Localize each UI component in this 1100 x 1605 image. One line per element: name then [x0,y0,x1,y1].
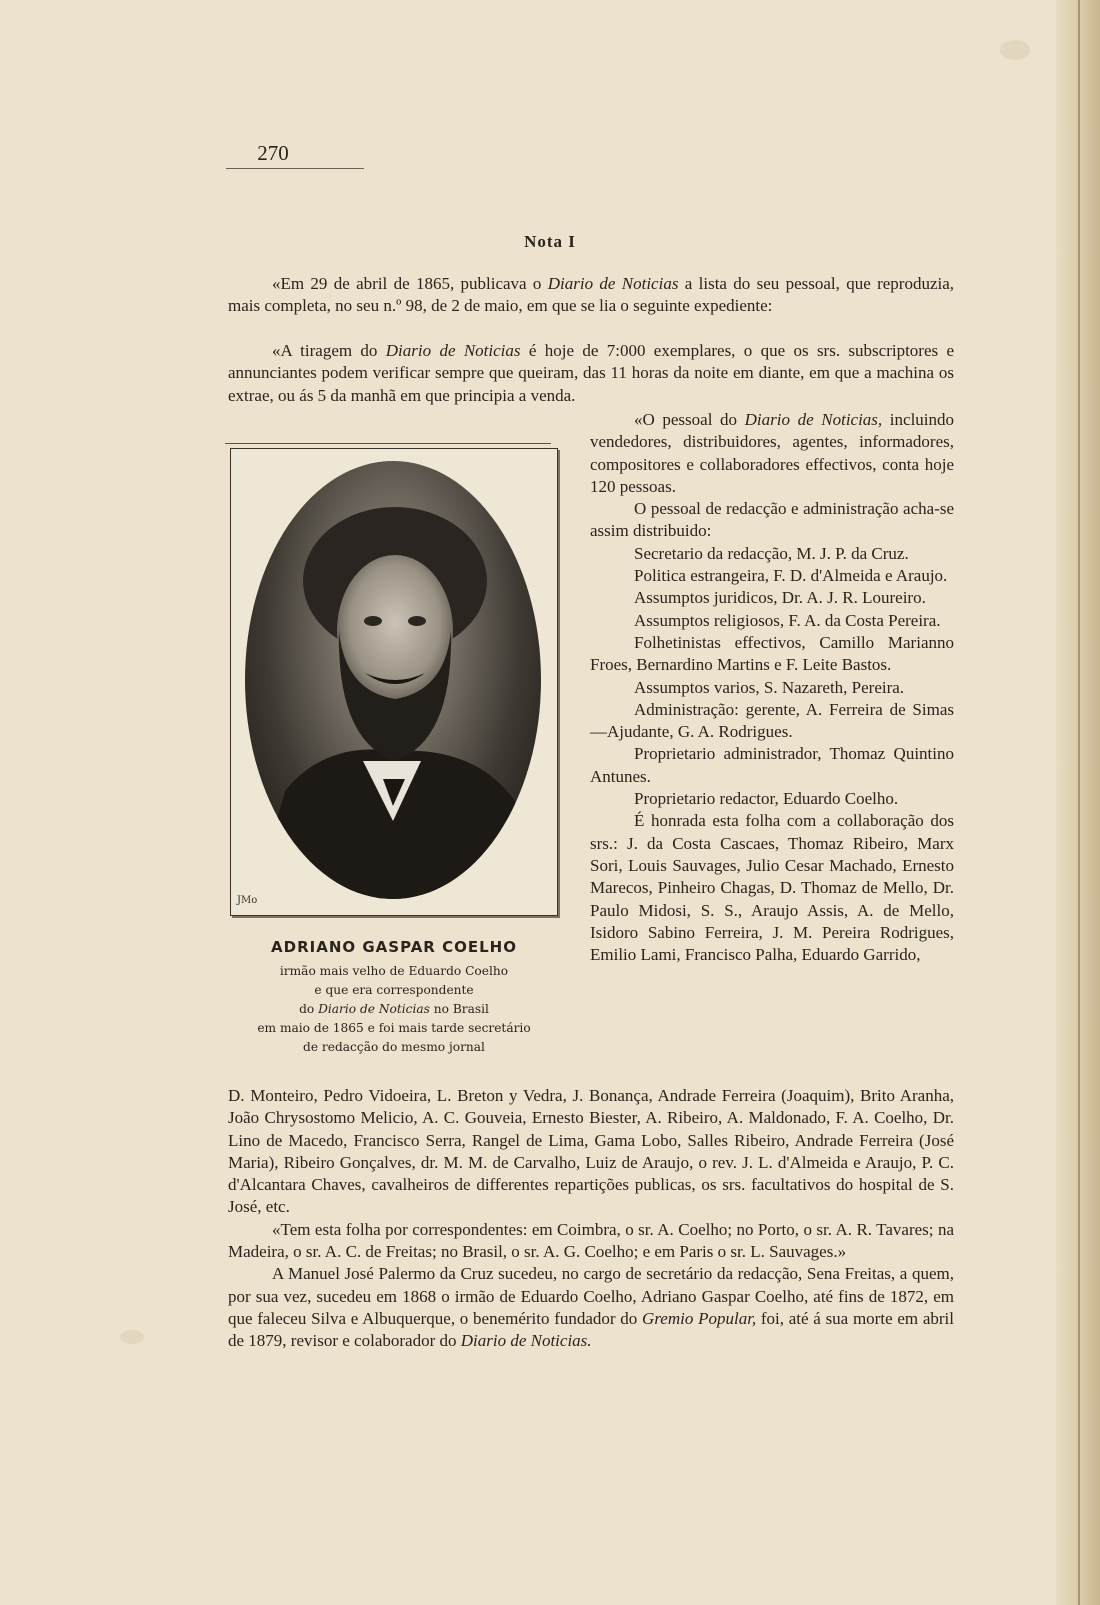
staff-paragraph: Administração: gerente, A. Ferreira de Simas—Ajudante, G. A. Rodrigues. [590,699,954,742]
engraver-monogram: JMo [237,895,258,906]
caption-line: de redacção do mesmo jornal [303,1040,485,1054]
staff-paragraph: Assumptos juridicos, Dr. A. J. R. Loureiro. [634,588,926,608]
final-gremio: Gremio Popular, [642,1308,757,1328]
portrait-frame [230,448,558,916]
staff-column [590,409,954,966]
staff-paragraph: Politica estrangeira, F. D. d'Almeida e Araujo. [634,566,948,586]
page-number-text: 270 [257,141,289,165]
paper-stain [1000,40,1030,60]
staff-paragraph: Proprietario administrador, Thomaz Quintino Antunes. [590,744,954,786]
staff-paragraph: É honrada esta folha com a collaboração dos srs.: J. da Costa Cascaes, Thomaz Ribeiro, Marx Sori, Louis Sauvages, Julio Cesar Machado, Ernesto Marecos, Pinheiro Chagas, D. Thomaz de Mello, Dr. Paulo Midosi, S. S., Araujo Assis, A. de Mello, Isidoro Sabino Ferreira, J. M. Pereira Rodrigues, Emilio Lami, Francisco Palha, Eduardo Garrido, [590,811,954,965]
caption-line: irmão mais velho de Eduardo Coelho [279,964,509,978]
bottom-text [228,1085,954,1353]
staff-intro-text: «O pessoal do [634,410,745,429]
caption-line-text-end: no Brasil [429,1002,489,1016]
intro-p1-newspaper: Diario de Noticias [547,274,679,293]
intro-p2-text-end: é hoje de 7:000 exemplares, o que os srs. subscriptores e annunciantes podem verificar sempre que queiram, das 11 horas da noite em diante, em que a machina os extrae, ou ás 5 da manhã em que principia a venda. [228,341,955,405]
final-paragraph [228,1263,954,1352]
intro-p2-newspaper: Diario de Noticias [385,341,521,360]
staff-paragraph: Proprietario redactor, Eduardo Coelho. [634,789,899,809]
collaborators-continuation: D. Monteiro, Pedro Vidoeira, L. Breton y Vedra, J. Bonança, Andrade Ferreira (Joaquim), Brito Aranha, João Chrysostomo Melicio, A. C. Gouveia, Ernesto Biester, A. Ribeiro, A. Maldonado, F. A. Coelho, Dr. Lino de Macedo, Francisco Serra, Rangel de Lima, Gama Lobo, Salles Ribeiro, Andrade Ferreira (José Maria), Ribeiro Gonçalves, dr. M. M. de Carvalho, Luiz de Araujo, o rev. J. L. d'Almeida e Araujo, P. C. d'Alcantara Chaves, cavalheiros de differentes repartições publicas, os srs. facultativos do hospital de S. José, etc. [228,1086,954,1217]
portrait-illustration [245,461,541,899]
staff-paragraph: O pessoal de redacção e administração acha-se assim distribuido: [590,499,954,541]
caption-newspaper: Diario de Noticias [318,1002,430,1016]
final-newspaper: Diario de Noticias. [460,1331,592,1351]
final-text: A Manuel José Palermo da Cruz sucedeu, no cargo de secretário da redacção, Sena Freitas, a quem, por sua vez, sucedeu em 1868 o irmão de Eduardo Coelho, Adriano Gaspar Coelho, até fins de 1872, em que faleceu Silva e Albuquerque, o benemérito fundador do [228,1264,954,1328]
staff-paragraph: Assumptos religiosos, F. A. da Costa Pereira. [634,610,941,630]
staff-paragraph: Secretario da redacção, M. J. P. da Cruz. [634,543,909,563]
caption-line: e que era correspondente [314,983,474,997]
intro-p1-text: «Em 29 de abril de 1865, publicava o [272,274,548,293]
staff-intro-text-end: incluindo vendedores, distribuidores, agentes, informadores, compositores e collaboradores effectivos, conta hoje 120 pessoas. [590,410,955,496]
caption-line: em maio de 1865 e foi mais tarde secretário [257,1021,531,1035]
staff-paragraph: Assumptos varios, S. Nazareth, Pereira. [634,677,905,697]
intro-p1-text-end: a lista do seu pessoal, que reproduzia, mais completa, no seu n.º 98, de 2 de maio, em que se lia o seguinte expediente: [228,274,955,316]
intro-p2-text: «A tiragem do [272,341,386,360]
caption-line-text: do [299,1002,319,1016]
portrait-photo [245,461,541,899]
staff-intro-newspaper: Diario de Noticias, [744,410,883,429]
intro-paragraph-1 [228,273,954,318]
page-number [226,140,364,169]
final-text-middle: foi, até á sua morte em abril de 1879, revisor e colaborador do [228,1308,954,1351]
staff-paragraph: Folhetinistas effectivos, Camillo Marianno Froes, Bernardino Martins e F. Leite Bastos. [590,632,954,675]
portrait-caption [234,938,554,1057]
staff-intro [590,409,954,498]
caption-line [234,1000,554,1019]
caption-title: ADRIANO GASPAR COELHO [271,938,517,956]
section-title: Nota I [524,232,576,251]
correspondents-paragraph: «Tem esta folha por correspondentes: em Coimbra, o sr. A. Coelho; no Porto, o sr. A. R. Tavares; na Madeira, o sr. A. C. de Freitas; no Brasil, o sr. A. G. Coelho; e em Paris o sr. L. Sauvages.» [228,1219,954,1262]
intro-paragraph-2 [228,340,954,407]
paper-stain [120,1330,144,1344]
